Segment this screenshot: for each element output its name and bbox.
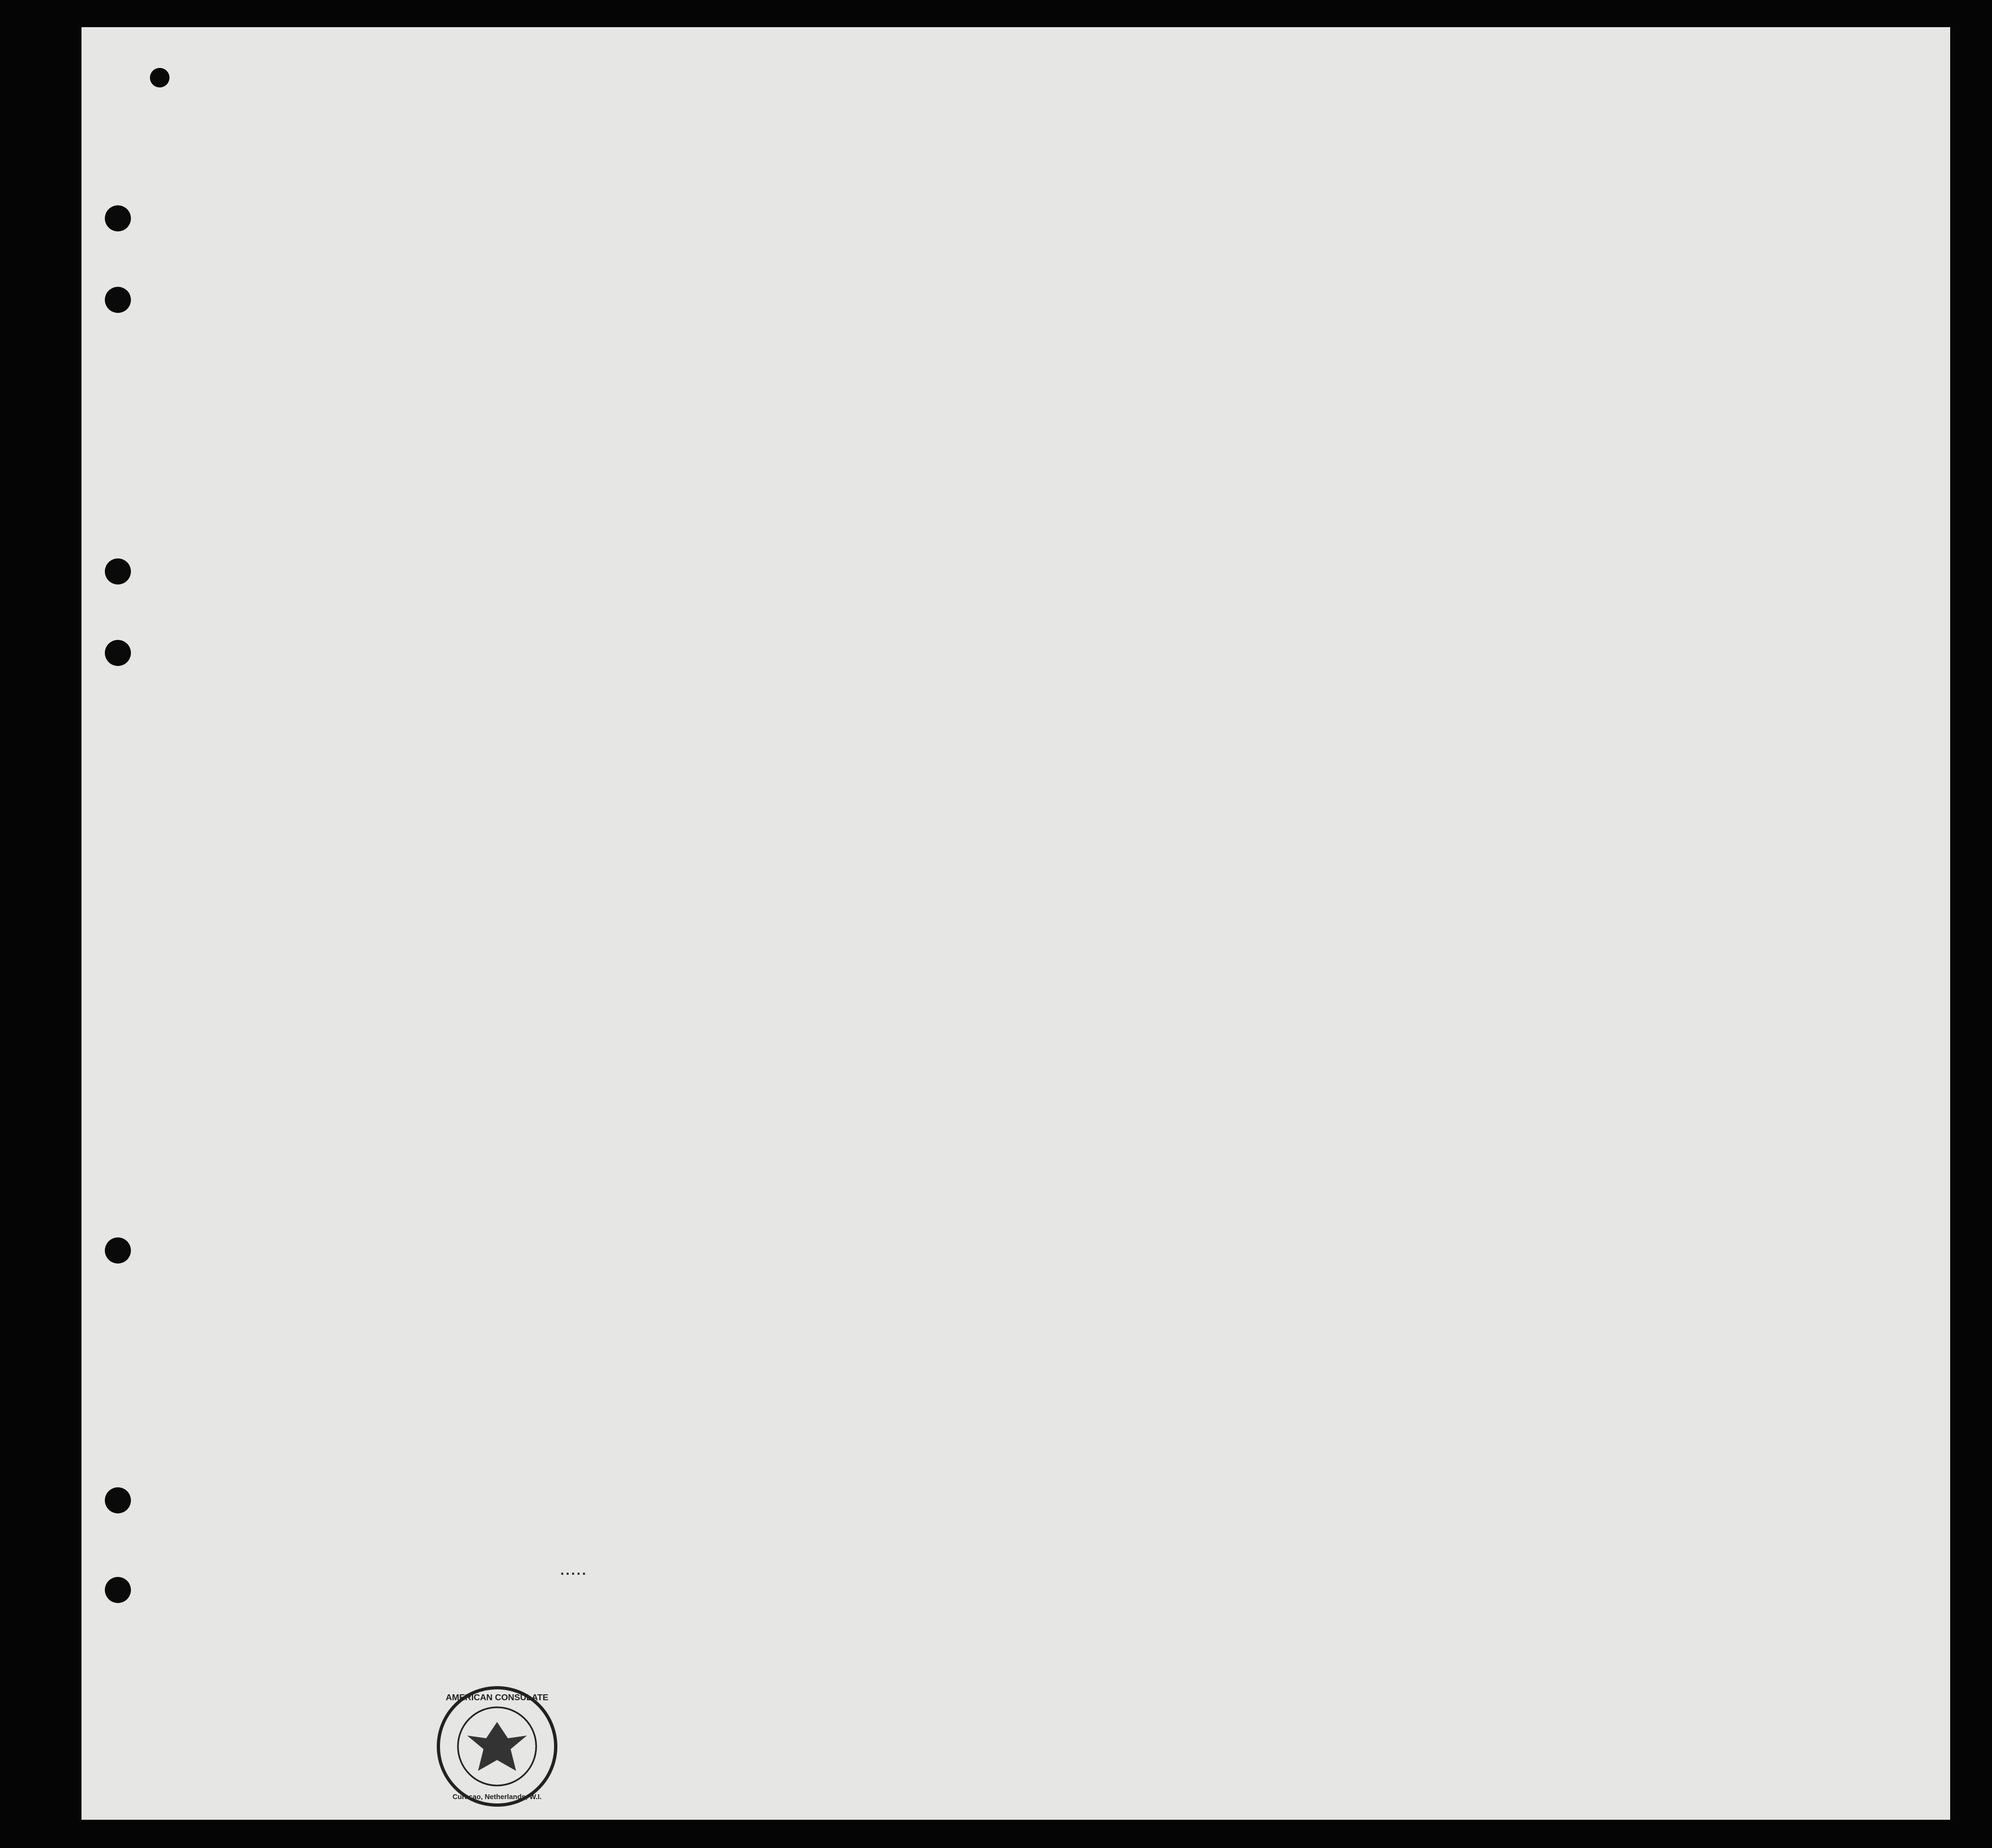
sheet-number (1722, 61, 1726, 86)
punch-hole (150, 68, 169, 87)
consulate-seal-icon (435, 1684, 560, 1809)
manifest-sheet (81, 27, 1950, 1820)
svg-text:AMERICAN CONSULATE: AMERICAN CONSULATE (445, 1693, 549, 1702)
consulate-no: ..... (560, 1557, 587, 1579)
svg-text:Curacao, Netherlands, W.I.: Curacao, Netherlands, W.I. (453, 1793, 542, 1801)
punch-hole (105, 640, 131, 666)
punch-hole (105, 558, 131, 584)
punch-hole (105, 1487, 131, 1513)
manifest-grid (81, 27, 1950, 1820)
punch-hole (105, 1237, 131, 1264)
punch-hole (105, 1577, 131, 1603)
punch-hole (105, 205, 131, 231)
punch-hole (105, 287, 131, 313)
